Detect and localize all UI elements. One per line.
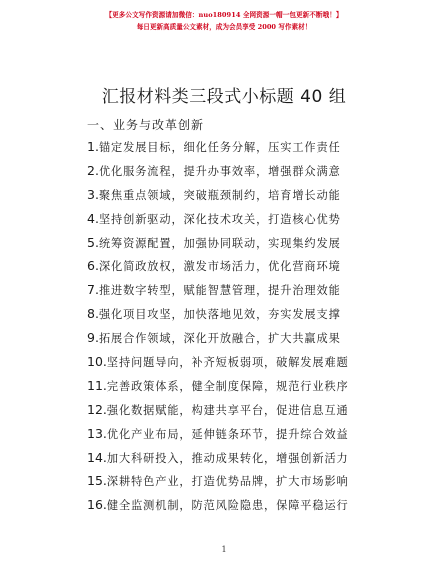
list-item	[87, 446, 427, 470]
list-item	[87, 231, 427, 255]
item-text: 强化数据赋能，构建共享平台，促进信息互通	[106, 403, 349, 417]
item-number: 9.	[87, 330, 99, 346]
item-number: 6.	[87, 258, 99, 274]
item-number: 4.	[87, 210, 99, 226]
item-text: 完善政策体系，健全制度保障，规范行业秩序	[106, 379, 349, 393]
list-item	[87, 350, 427, 374]
list-item	[87, 469, 427, 493]
list-item	[87, 398, 427, 422]
item-number: 7.	[87, 282, 99, 298]
promo-banner-line-1: 【更多公文写作资源请加微信：nuo180914 全网资源一帽一包更新不断哦！】	[105, 11, 343, 19]
list-item	[87, 326, 427, 350]
item-text: 坚持问题导向，补齐短板弱项，破解发展难题	[106, 356, 349, 370]
document-title: 汇报材料类三段式小标题 40 组	[101, 87, 347, 107]
list-item	[87, 135, 427, 159]
item-text: 拓展合作领域，深化开放融合，扩大共赢成果	[98, 332, 341, 346]
list-item	[87, 493, 427, 517]
item-text: 坚持创新驱动，深化技术攻关，打造核心优势	[98, 212, 341, 226]
item-text: 统筹资源配置，加强协同联动，实现集约发展	[98, 236, 341, 250]
item-text: 深化简政放权，激发市场活力，优化营商环境	[98, 260, 341, 274]
item-number: 2.	[87, 162, 99, 178]
item-text: 聚焦重点领域，突破瓶颈制约，培育增长动能	[98, 188, 341, 202]
item-number: 10.	[87, 354, 107, 370]
list-item	[87, 159, 427, 183]
section-heading: 一、业务与改革创新	[87, 118, 205, 132]
page-number: 1	[221, 545, 227, 554]
item-text: 优化服务流程，提升办事效率，增强群众满意	[98, 164, 341, 178]
item-text: 优化产业布局，延伸链条环节，提升综合效益	[106, 427, 349, 441]
item-number: 11.	[87, 377, 107, 393]
list-item	[87, 422, 427, 446]
list-item	[87, 278, 427, 302]
item-text: 锚定发展目标，细化任务分解，压实工作责任	[98, 141, 341, 154]
item-number: 12.	[87, 401, 107, 417]
item-text: 深耕特色产业，打造优势品牌，扩大市场影响	[106, 475, 349, 489]
item-number: 13.	[87, 425, 107, 441]
list-item	[87, 183, 427, 207]
list-item	[87, 302, 427, 326]
item-text: 加大科研投入，推动成果转化，增强创新活力	[106, 451, 349, 465]
item-number: 16.	[87, 497, 107, 513]
list-item	[87, 207, 427, 231]
item-number: 1.	[87, 139, 99, 154]
list-item	[87, 254, 427, 278]
item-number: 14.	[87, 449, 107, 465]
item-number: 3.	[87, 186, 99, 202]
item-number: 15.	[87, 473, 107, 489]
list-item	[87, 374, 427, 398]
item-number: 8.	[87, 306, 99, 322]
item-text: 强化项目攻坚，加快落地见效，夯实发展支撑	[98, 308, 341, 322]
subtitle-list	[87, 135, 427, 517]
item-text: 健全监测机制，防范风险隐患，保障平稳运行	[106, 499, 349, 513]
item-number: 5.	[87, 234, 99, 250]
item-text: 推进数字转型，赋能智慧管理，提升治理效能	[98, 284, 341, 298]
promo-banner-line-2: 每日更新高质量公文素材，成为会员享受 2000 写作素材！	[136, 23, 312, 31]
